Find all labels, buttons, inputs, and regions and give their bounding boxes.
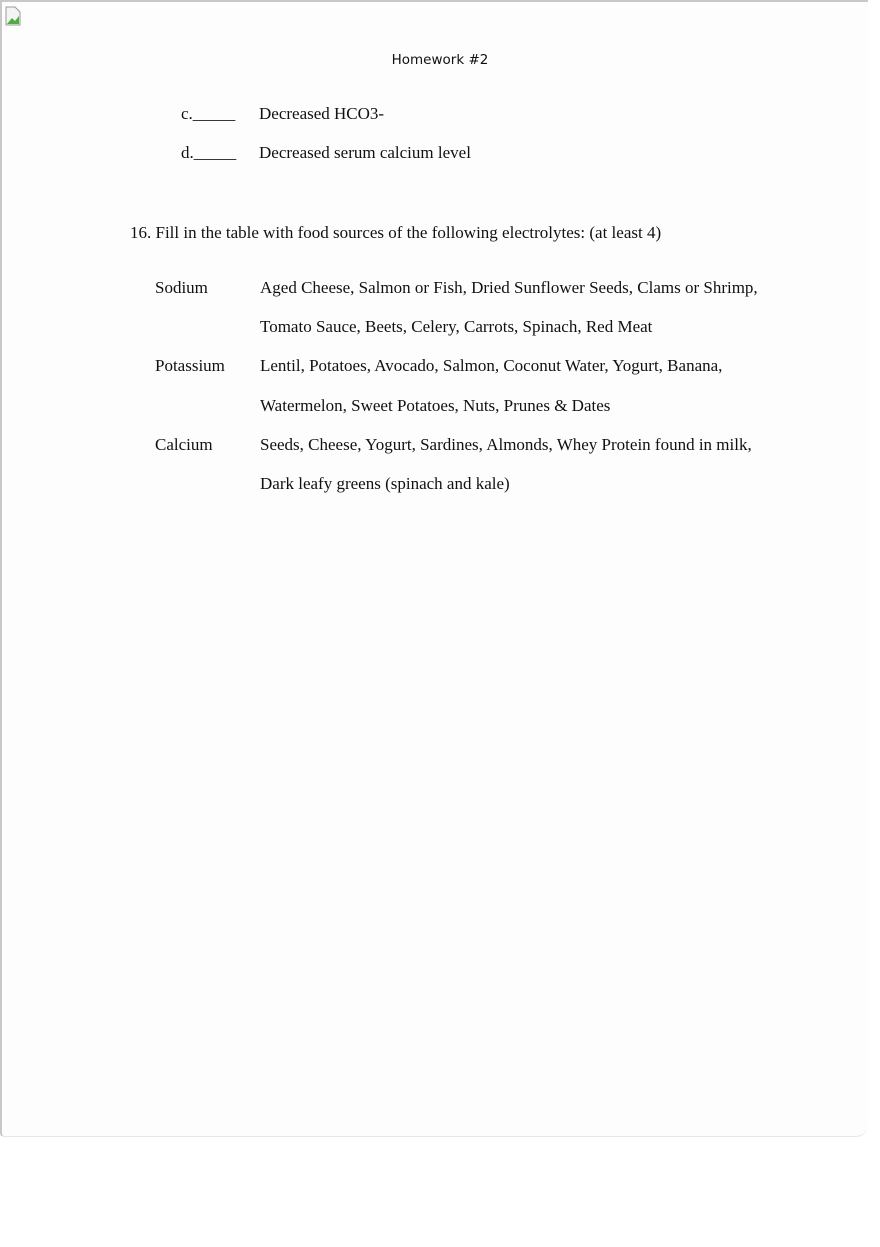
food-sources-line: Dark leafy greens (spinach and kale) (260, 474, 510, 493)
electrolyte-label: Sodium (155, 278, 208, 297)
food-sources-line: Watermelon, Sweet Potatoes, Nuts, Prunes & Dates (260, 396, 611, 415)
broken-image-icon (5, 6, 21, 26)
item-d-label: d._____ (181, 143, 237, 162)
food-sources-line: Aged Cheese, Salmon or Fish, Dried Sunflower Seeds, Clams or Shrimp, (260, 278, 758, 297)
item-d-text: Decreased serum calcium level (259, 143, 471, 162)
food-sources-line: Lentil, Potatoes, Avocado, Salmon, Coconut Water, Yogurt, Banana, (260, 356, 723, 375)
page-header-title: Homework #2 (391, 52, 489, 68)
item-c-text: Decreased HCO3- (259, 104, 385, 123)
question-16: 16. Fill in the table with food sources of the following electrolytes: (at least 4) (130, 223, 662, 242)
electrolyte-label: Calcium (155, 435, 213, 454)
food-sources-line: Seeds, Cheese, Yogurt, Sardines, Almonds, Whey Protein found in milk, (260, 435, 752, 454)
electrolyte-label: Potassium (155, 356, 225, 375)
item-c-label: c._____ (181, 104, 236, 123)
food-sources-line: Tomato Sauce, Beets, Celery, Carrots, Spinach, Red Meat (260, 317, 653, 336)
